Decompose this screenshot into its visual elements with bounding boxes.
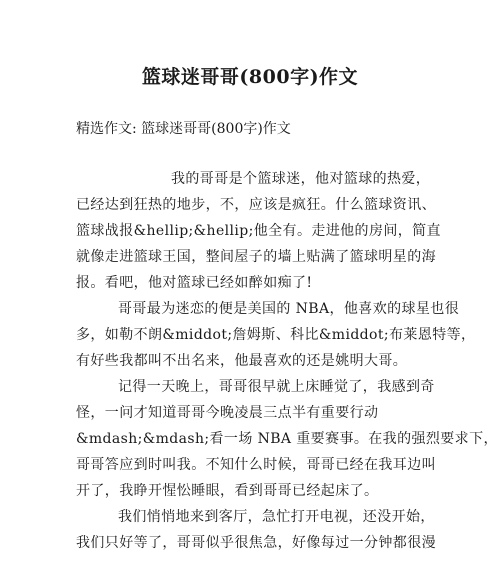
text-line: 已经达到狂热的地步，不，应该是疯狂。什么篮球资讯、 [76, 197, 436, 213]
text-line: 我们悄悄地来到客厅，急忙打开电视，还没开始， [118, 509, 435, 525]
text-line: 报。看吧，他对篮球已经如醉如痴了! [76, 275, 313, 291]
text-line: &mdash;&mdash;看一场 NBA 重要赛事。在我的强烈要求下， [76, 431, 498, 447]
text-line: 哥哥答应到时叫我。不知什么时候，哥哥已经在我耳边叫 [76, 457, 436, 473]
text-line: 哥哥最为迷恋的便是美国的 NBA，他喜欢的球星也很 [118, 301, 460, 317]
document-subtitle: 精选作文: 篮球迷哥哥(800字)作文 [76, 121, 291, 137]
document-title: 篮球迷哥哥(800字)作文 [141, 66, 359, 88]
text-line: 开了，我睁开惺忪睡眼，看到哥哥已经起床了。 [76, 483, 379, 499]
text-line: 怪，一问才知道哥哥今晚凌晨三点半有重要行动 [76, 405, 379, 421]
text-line: 就像走进篮球王国，整间屋子的墙上贴满了篮球明星的海 [76, 249, 436, 265]
text-line: 我的哥哥是个篮球迷，他对篮球的热爱， [171, 171, 431, 187]
text-line: 篮球战报&hellip;&hellip;他全有。走进他的房间，简直 [76, 223, 441, 239]
text-line: 多，如勒不朗&middot;詹姆斯、科比&middot;布莱恩特等， [76, 327, 476, 343]
text-line: 我们只好等了，哥哥似乎很焦急，好像每过一分钟都很漫 [76, 535, 436, 551]
text-line: 有好些我都叫不出名来，他最喜欢的还是姚明大哥。 [76, 353, 408, 369]
text-line: 记得一天晚上，哥哥很早就上床睡觉了，我感到奇 [118, 379, 435, 395]
